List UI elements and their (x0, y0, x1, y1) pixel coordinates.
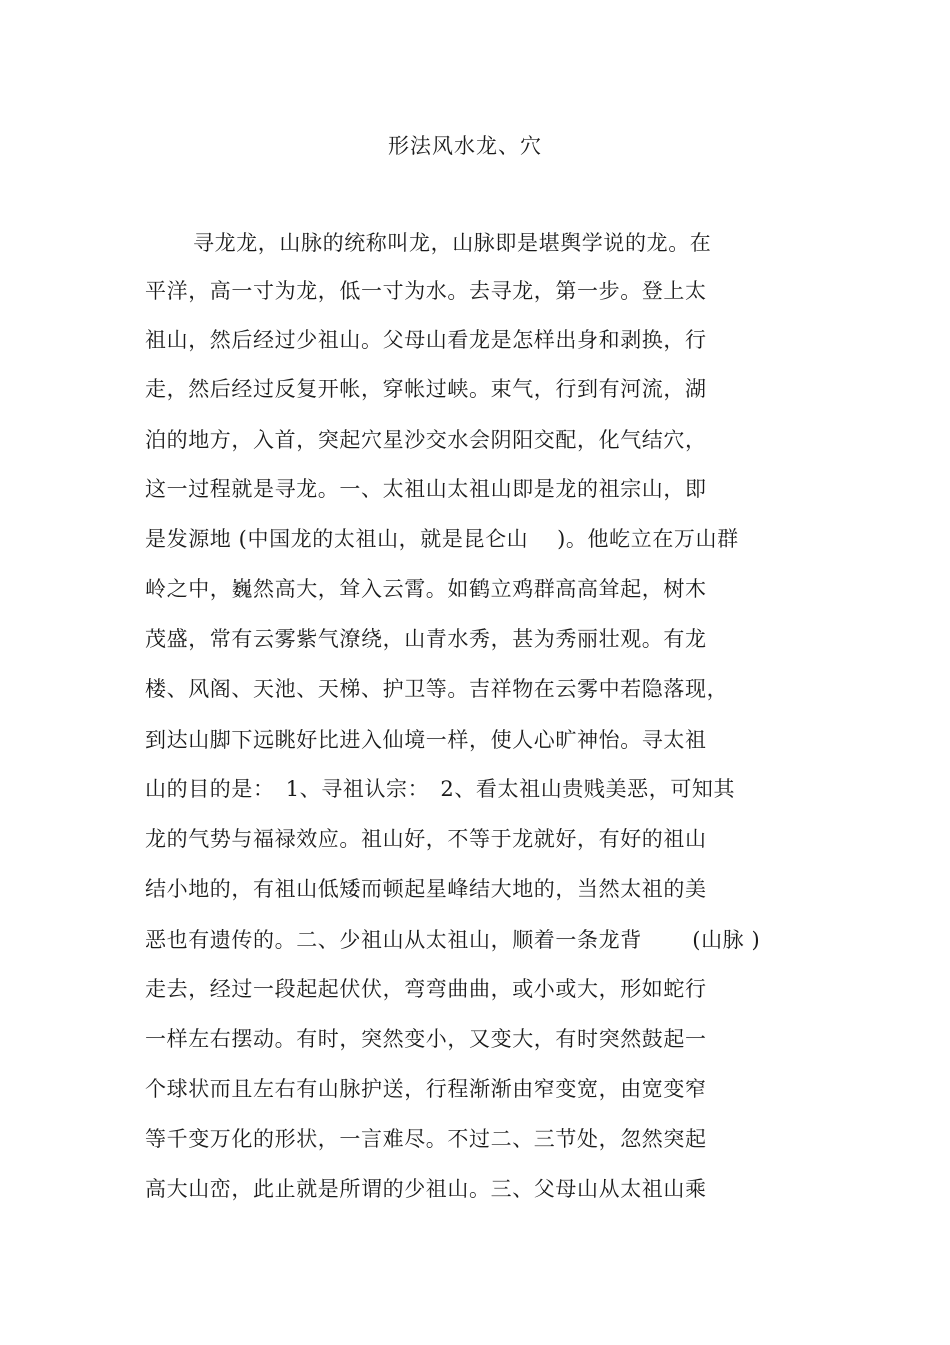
body-line: 等千变万化的形状，一言难尽。不过二、三节处，忽然突起 (145, 1127, 707, 1151)
body-line: 平洋，高一寸为龙，低一寸为水。去寻龙，第一步。登上太 (145, 279, 707, 303)
body-line: 个球状而且左右有山脉护送，行程渐渐由窄变宽，由宽变窄 (145, 1077, 707, 1101)
body-line: 泊的地方，入首，突起穴星沙交水会阴阳交配，化气结穴， (145, 428, 707, 452)
body-line: 一样左右摆动。有时，突然变小，又变大，有时突然鼓起一 (145, 1027, 707, 1051)
body-line: 茂盛，常有云雾紫气潦绕，山青水秀，甚为秀丽壮观。有龙 (145, 627, 707, 651)
body-line: 山的目的是： 1、寻祖认宗： 2、看太祖山贵贱美恶，可知其 (145, 777, 736, 801)
body-line: 这一过程就是寻龙。一、太祖山太祖山即是龙的祖宗山，即 (145, 477, 707, 501)
body-line: 岭之中，巍然高大，耸入云霄。如鹤立鸡群高高耸起，树木 (145, 577, 707, 601)
body-line: 到达山脚下远眺好比进入仙境一样，使人心旷神怡。寻太祖 (145, 728, 707, 752)
document-title: 形法风水龙、穴 (388, 134, 542, 158)
body-line: 恶也有遗传的。二、少祖山从太祖山，顺着一条龙背 (山脉 ) (145, 928, 761, 952)
body-line: 寻龙龙，山脉的统称叫龙，山脉即是堪舆学说的龙。在 (193, 231, 712, 255)
body-line: 高大山峦，此止就是所谓的少祖山。三、父母山从太祖山乘 (145, 1177, 707, 1201)
body-line: 走，然后经过反复开帐，穿帐过峡。束气，行到有河流，湖 (145, 377, 707, 401)
body-line: 是发源地 (中国龙的太祖山，就是昆仑山 )。他屹立在万山群 (145, 527, 739, 551)
body-line: 走去，经过一段起起伏伏，弯弯曲曲，或小或大，形如蛇行 (145, 977, 707, 1001)
body-line: 结小地的，有祖山低矮而顿起星峰结大地的，当然太祖的美 (145, 877, 707, 901)
body-line: 祖山，然后经过少祖山。父母山看龙是怎样出身和剥换，行 (145, 328, 707, 352)
body-line: 龙的气势与福禄效应。祖山好，不等于龙就好，有好的祖山 (145, 827, 707, 851)
body-line: 楼、风阁、天池、天梯、护卫等。吉祥物在云雾中若隐落现， (145, 677, 729, 701)
